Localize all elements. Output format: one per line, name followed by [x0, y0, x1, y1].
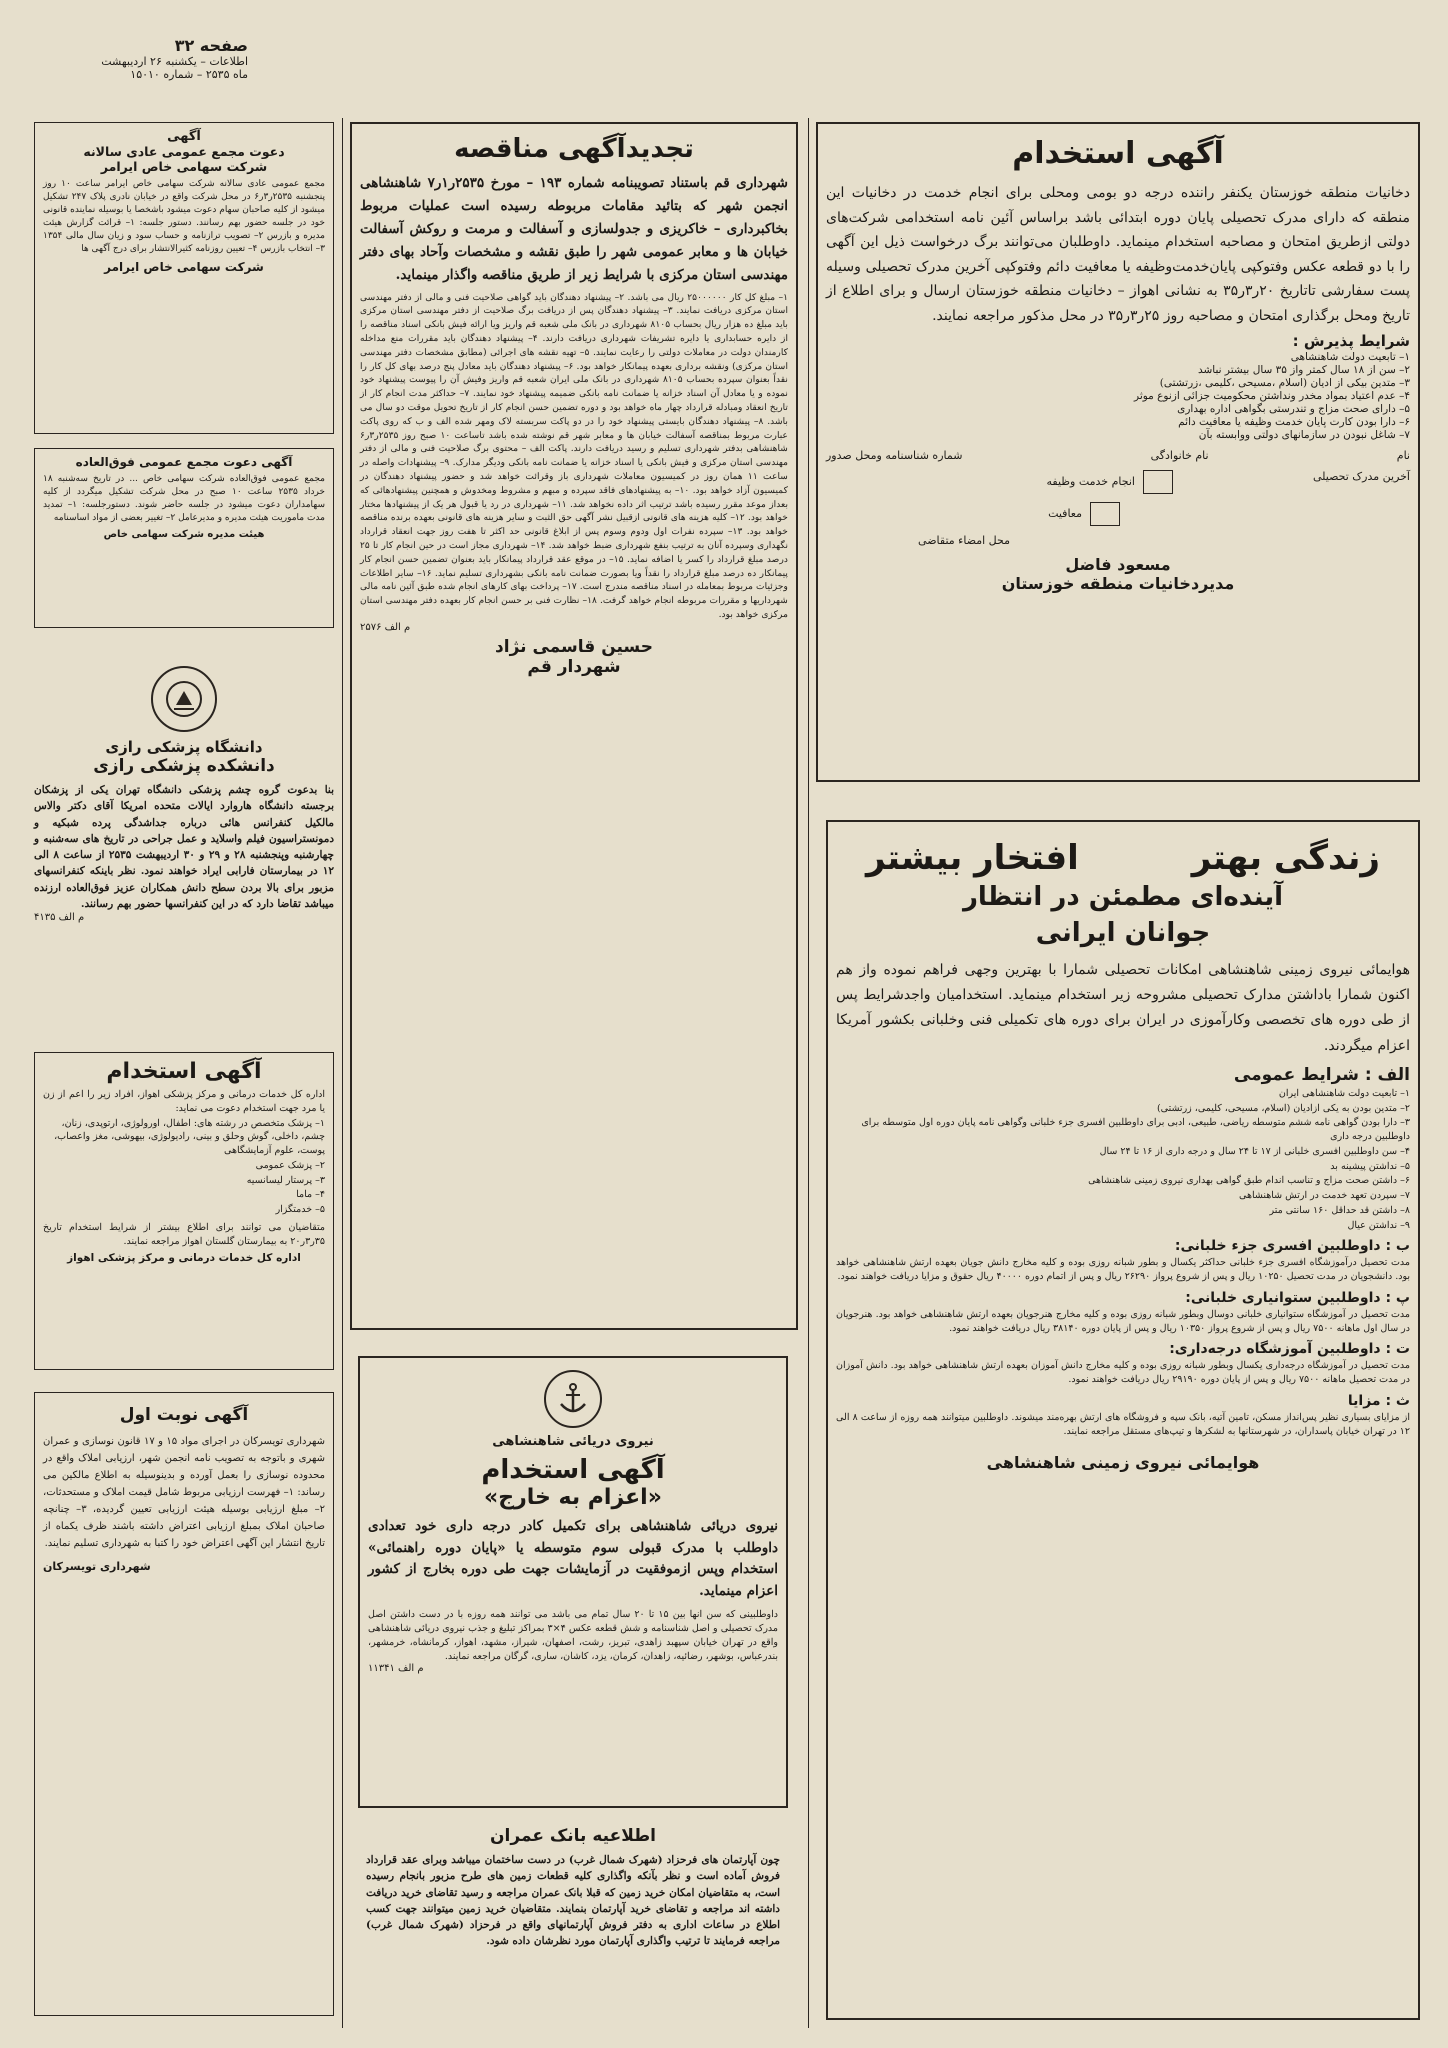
section-t-title: ت : داوطلبین آموزشگاه درجه‌داری:: [1169, 1341, 1410, 1358]
section-a-item: ۶– داشتن صحت مزاج و تناسب اندام طبق گواهی بهداری نیروی زمینی شاهنشاهی: [1088, 1175, 1410, 1187]
tender-title: تجدیدآگهی مناقصه: [454, 134, 694, 164]
condition-item: ۲– سن از ۱۸ سال کمتر واز ۳۵ سال بیشتر نباشد: [1198, 364, 1410, 376]
condition-item: ۱– تابعیت دولت شاهنشاهی: [1290, 351, 1410, 363]
hiring-body: دخانیات منطقه خوزستان یکنفر راننده درجه دو بومی ومحلی برای انجام خدمت در دخانیات این منطقه که دارای مدرک تحصیلی پایان دوره ابتدائی باشد براساس آئین نامه استخدامی شرکت‌های دولتی ازطریق امتحان و مصاحبه استخدام مینماید. داوطلبان می‌توانند برگ درخواست ذیل این آگهی را با دو قطعه عکس وفتوکپی پایان‌خدمت‌وظیفه یا معافیت دائم وفتوکپی آخرین مدرک تحصیلی وسیله پست سفارشی تاتاریخ ۲۰ر۳ر۳۵ به نشانی اهواز – دخانیات منطقه خوزستان ارسال و برای اطلاع از تاریخ ومحل برگذاری امتحان و مصاحبه روز ۲۵ر۳ر۳۵ در محل مذکور مراجعه نمایند.: [826, 185, 1410, 324]
meeting-company: شرکت سهامی خاص ایرامر: [100, 159, 268, 174]
meeting-title: دعوت مجمع عمومی عادی سالانه: [83, 144, 285, 159]
section-a-item: ۱– تابعیت دولت شاهنشاهی ایران: [1278, 1087, 1410, 1099]
form-name-label: نام: [1396, 449, 1410, 462]
meeting2-title: آگهی دعوت مجمع عمومی فوق‌العاده: [75, 455, 293, 469]
university-emblem-icon: [151, 666, 217, 732]
subtitle-future: آینده‌ای مطمئن در انتظار: [962, 882, 1284, 912]
navy-lead: نیروی دریائی شاهنشاهی برای تکمیل کادر درجه داری خود تعدادی داوطلب با مدرک قبولی سوم متوسطه یا «پایان دوره راهنمائی» استخدام وپس ازموفقیت در آزمایشات جهت طی دوره بخارج از کشور اعزام مینماید.: [368, 1518, 778, 1599]
health-hiring-item: ۴– ماما: [296, 1189, 325, 1201]
navy-ref: م الف ۱۱۳۴۱: [368, 1663, 424, 1675]
health-hiring-body: متقاضیان می توانند برای اطلاع بیشتر از شرایط استخدام تاریخ ۳۵ر۳ر۲۰ به بیمارستان گلستان اهواز مراجعه نمایند.: [43, 1221, 325, 1247]
navy-org: نیروی دریائی شاهنشاهی: [492, 1434, 654, 1449]
tender-intro: شهرداری قم باستناد تصویبنامه شماره ۱۹۳ – مورخ ۲۵۳۵ر۱ر۷ شاهنشاهی انجمن شهر که بتائید مقامات مربوطه رسیده است عملیات مربوط بخاکبرداری – خاکریزی و جدولسازی و آسفالت و مرمت و روکش آسفالت خیابان ها و معابر عمومی شهر را طبق نقشه و مشخصات وآحاد بهای دفتر مهندسی استان مرکزی با شرایط زیر از طریق مناقصه واگذار مینماید.: [360, 175, 788, 283]
airforce-footer: هوایمائی نیروی زمینی شاهنشاهی: [986, 1452, 1260, 1472]
column-rule: [808, 118, 809, 2028]
tender-ref: م الف ۲۵۷۶: [360, 621, 411, 633]
slogan-left: افتخار بیشتر: [866, 838, 1079, 878]
first-notice-ad: [34, 1392, 334, 2016]
condition-item: ۵– دارای صحت مزاج و تندرستی بگواهی اداره بهداری: [1177, 403, 1410, 415]
navy-body: داوطلبینی که سن انها بین ۱۵ تا ۲۰ سال تمام می باشد می توانند همه روزه با در دست داشتن اصل مدرک تحصیلی و اصل شناسنامه و شش قطعه عکس ۴×۳ بمراکز تبلیغ و جذب نیروی دریائی شاهنشاهی واقع در تهران خیابان سپهبد زاهدی، تبریز، رشت، اصفهان، شیراز، مشهد، اهواز، کرمانشاه، خرمشهر، بندرعباس، بوشهر، رضائیه، زاهدان، کرمان، یزد، کاشان، ساری، گرگان مراجعه نمایند.: [368, 1609, 779, 1662]
bank-body: چون آپارتمان های فرحزاد (شهرک شمال غرب) در دست ساختمان میباشد وبرای عقد قرارداد فروش آماده است و نظر بآنکه واگذاری کلیه قطعات زمین های طرح مزبور بانجام رسیده است، به متقاضیان امکان خرید زمین که قبلا بانک عمران مراجعه و رسید تقاضای خرید دریافت داشته اند مراجعه و تقاضای خرید آپارتمان بنمایند. متقاضیان خرید زمین میتوانند جهت کسب اطلاع در ساعات اداری به دفتر فروش آپارتمانهای واقع در فرحزاد (شهرک شمال غرب) مراجعه فرمایند تا ترتیب واگذاری آپارتمان مورد نظرشان داده شود.: [366, 1854, 780, 1948]
section-a-list: [836, 1087, 1410, 1233]
issue-number: ماه ۲۵۳۵ – شماره ۱۵۰۱۰: [130, 68, 248, 81]
hiring-ad-tobacco: [816, 122, 1420, 782]
condition-item: ۳– متدین بیکی از ادیان (اسلام ،مسیحی ،کلیمی ،زرتشتی): [1159, 377, 1410, 389]
tender-signer-title: شهردار قم: [527, 656, 621, 677]
extraordinary-meeting-ad: [34, 448, 334, 628]
meeting-body: مجمع عمومی عادی سالانه شرکت سهامی خاص ایرامر ساعت ۱۰ روز پنجشنبه ۲۵۳۵ر۳ر۶ در محل شرکت واقع در خیابان نادری پلاک ۲۴۷ تشکیل میشود از کلیه صاحبان سهام دعوت میشود باشخصا یا بوسیله نماینده قانونی خود در جلسه حضور بهم رسانند. دستور جلسه: ۱– قرائت گزارش هیئت مدیره و بازرس ۲– تصویب ترازنامه و حساب سود و زیان سال مالی ۱۳۵۴ ۳– انتخاب بازرس ۴– تعیین روزنامه کثیرالانتشار برای درج آگهی ها: [43, 179, 325, 255]
service-checkbox: [1143, 470, 1173, 494]
section-a-item: ۹– نداشتن عیال: [1347, 1219, 1410, 1231]
faculty-title: دانشکده پزشکی رازی: [93, 756, 275, 776]
page-number: صفحه ۳۲: [174, 36, 248, 55]
meeting-label: آگهی: [167, 129, 201, 144]
condition-item: ۷– شاغل نبودن در سازمانهای دولتی ووابسته بآن: [1198, 429, 1410, 441]
health-hiring-signer: اداره کل خدمات درمانی و مرکز پزشکی اهواز: [67, 1252, 301, 1265]
airforce-intro: هوایمائی نیروی زمینی شاهنشاهی امکانات تحصیلی شمارا با بهترین وجهی فراهم نموده واز هم اکنون شمارا باداشتن مدارک تحصیلی مشروحه زیر استخدام مینماید. استخدامیان واجدشرایط پس از طی دوره های تخصصی وکارآموزی در ایران برای دوره های تکمیلی فنی وخلبانی بکشور آمریکا اعزام میگردند.: [836, 962, 1410, 1054]
tender-signer-name: حسین قاسمی نژاد: [495, 636, 653, 657]
application-form: [826, 449, 1410, 547]
conditions-title: شرایط پذیرش :: [1292, 332, 1410, 350]
condition-item: ۶– دارا بودن کارت پایان خدمت وظیفه یا معافیت دائم: [1178, 416, 1410, 428]
general-meeting-ad: [34, 122, 334, 434]
university-ref: م الف ۴۱۳۵: [34, 912, 85, 924]
hiring-title: آگهی استخدام: [1012, 136, 1224, 171]
signer-name: مسعود فاضل: [1065, 555, 1171, 574]
tender-ad-qom: [350, 122, 798, 1330]
university-conference-ad: [34, 660, 334, 1040]
navy-subtitle: «اعزام به خارج»: [484, 1485, 662, 1510]
section-p-title: پ : داوطلبین ستوانیاری خلبانی:: [1185, 1289, 1410, 1306]
navy-title: آگهی استخدام: [481, 1455, 665, 1485]
exempt-checkbox: [1090, 502, 1120, 526]
university-title: دانشگاه پزشکی رازی: [105, 738, 263, 756]
airforce-recruitment-ad: [826, 820, 1420, 2020]
condition-item: ۴– عدم اعتیاد بمواد مخدر ونداشتن محکومیت جزائی ازنوع موثر: [1134, 390, 1410, 402]
section-a-title: الف : شرایط عمومی: [1233, 1064, 1410, 1085]
section-a-item: ۵– نداشتن پیشینه بد: [1330, 1160, 1410, 1172]
bank-omran-notice: [358, 1820, 788, 2020]
subtitle-youth: جوانان ایرانی: [1035, 918, 1211, 948]
university-body: بنا بدعوت گروه چشم پزشکی دانشگاه تهران یکی از پزشکان برجسته دانشگاه هاروارد ایالات متحده امریکا آقای دکتر والاس مالکیل کنفرانس هائی درباره جداشدگی پرده شبکیه و دمونستراسیون فیلم واسلاید و عمل جراحی در تاریخ های سه‌شنبه و چهارشنبه وپنجشنبه ۲۸ و ۲۹ و ۳۰ اردیبهشت ۲۵۳۵ از ساعت ۸ الی ۱۲ در بیمارستان فارابی ایراد خواهند نمود. نظر باینکه کنفرانسهای مزبور برای بالا بردن سطح دانش همکاران عزیز فوق‌العاده ارزنده میباشد تقاضا دارد که در این کنفرانسها حضور بهم رسانند.: [34, 784, 334, 910]
health-hiring-item: ۱– پزشک متخصص در رشته های: اطفال، اورولوژی، ارتوپدی، زنان، چشم، داخلی، گوش وحلق و بینی، رادیولوژی، بیهوشی، مغز واعصاب، پوست، علوم آزمایشگاهی: [54, 1117, 325, 1157]
meeting2-signer: هیئت مدیره شرکت سهامی خاص: [103, 529, 265, 541]
section-t-body: مدت تحصیل در آموزشگاه درجه‌داری یکسال وبطور شبانه روزی بوده و کلیه مخارج دانش آموزان بعهده ارتش شاهنشاهی خواهد بود. دانش آموزان در مدت تحصیل ماهانه ۷۵۰۰ ریال و پس از پایان دوره ۲۹۱۹۰ ریال دریافت خواهند نمود.: [836, 1360, 1410, 1386]
section-a-item: ۳– دارا بودن گواهی نامه ششم متوسطه ریاضی، طبیعی، ادبی برای داوطلبین افسری جزء خلبانی وگواهی نامه پایان دوره اول متوسطه برای داوطلبین درجه داری: [861, 1117, 1410, 1143]
navy-hiring-ad: [358, 1356, 788, 1808]
paper-date: اطلاعات – یکشنبه ۲۶ اردیبهشت: [101, 55, 248, 68]
health-hiring-item: ۲– پزشک عمومی: [255, 1159, 325, 1171]
tender-clauses: ۱– مبلغ کل کار ۲۵۰۰۰۰۰۰ ریال می باشد. ۲– پیشنهاد دهندگان باید گواهی صلاحیت فنی و مالی از دفتر مهندسی استان مرکزی دریافت نمایند. ۳– پیشنهاد دهندگان پس از دریافت برگ صلاحیت از دفتر مهندسی استان مرکزی باید مبلغ ده هزار ریال بحساب ۸۱۰۵ شهرداری در بانک ملی شعبه قم واریز ویا ارائه فیش بانکی اسناد مناقصه را از دایره حسابداری یا دایره تشریفات شهرداری دریافت دارند. ۴– پیشنهاد دهندگان باید مقررات منع مداخله کارمندان دولت در معاملات دولتی را رعایت نمایند. ۵– تهیه نقشه های اجرائی (مطابق مشخصات دفتر مهندسی استان مرکزی) ونقشه برداری بعهده پیمانکار خواهد بود. ۶– پیشنهاد دهندگان باید معادل پنج درصد بهای کل کار را نقداً بعنوان سپرده بحساب ۸۱۰۵ شهرداری در بانک ملی ایران شعبه قم واریز وفیش آن را پیوست پیشنهاد خود نموده و یا معادل آن اسناد خزانه یا ضمانت نامه بانکی ضمیمه پیشنهاد خود نمایند. ۷– حداکثر مدت انجام کار از تاریخ انعقاد ومبادله قرارداد چهار ماه خواهد بود و دوره تضمین حسن انجام کار از تاریخ تحویل موقت دو سال می باشد. ۸– پیشنهاد دهندگان بایستی پیشنهاد خود را در دو پاکت سربسته لاک ومهر شده الف و ب که روی پاکت عبارت مربوط بمناقصه آسفالت خیابان ها و معابر شهر قم نوشته شده باشد تاساعت ۱۰ صبح روز ۲۵۳۵ر۳ر۶ شاهنشاهی بدفتر شهرداری تسلیم و رسید دریافت دارند. پاکت الف – محتوی برگ صلاحیت فنی و مالی از دفتر مهندسی استان مرکزی و فیش بانکی یا اسناد خزانه یا ضمانت نامه بانکی ودیگر مدارک. ۹– پیشنهادات واصله در ساعت ۱۱ همان روز در کمیسیون معاملات شهرداری باز وقرائت خواهد شد و حضور پیشنهاد دهندگان در کمیسیون آزاد خواهد بود. ۱۰– به پیشنهادهای فاقد سپرده و مبهم و مشروط ومخدوش و همچنین پیشنهادهائی که بعداز موعد مقرر رسیده باشد ترتیب اثر داده نخواهد شد. ۱۱– شهرداری در رد یا قبول هر یک از پیشنهادها مختار خواهد بود. ۱۲– کلیه هزینه های قانونی ازقبیل نشر آگهی حق الثبت و سایر هزینه های قانونی بعهده برنده مناقصه خواهد بود. ۱۳– سپرده نفرات اول ودوم وسوم پس از ابلاغ قانونی حد اکثر تا هفت روز جهت انعقاد قرارداد نگهداری وسپرده آنان به ترتیب بنفع شهرداری ضبط خواهد شد. ۱۴– شهرداری مجاز است در حین انجام کار تا ۲۵ درصد مبلغ قرارداد را کسر یا اضافه نماید. ۱۵– در موقع عقد قرارداد پیمانکار باید بعنوان تضمین حسن انجام کار پیمانکار ده درصد مبلغ قرارداد را نقداً ویا بصورت ضمانت نامه بانکی بشهرداری تسلیم نماید. ۱۶– سایر اطلاعات وجزئیات مربوط بمعامله در اسناد مناقصه مندرج است. ۱۷– پرداخت بهای کارهای انجام شده طبق آئین نامه مالی شهرداریها و مقررات مربوطه انجام خواهد گرفت. ۱۸– نظارت فنی بر حسن انجام کار بعهده دفتر مهندسی استان مرکزی خواهد بود.: [360, 291, 789, 621]
column-rule: [342, 118, 343, 2028]
navy-anchor-icon: [544, 1370, 602, 1428]
section-a-item: ۴– سن داوطلبین افسری خلبانی از ۱۷ تا ۲۴ سال و درجه داری از ۱۶ تا ۲۴ سال: [1099, 1145, 1410, 1157]
health-hiring-title: آگهی استخدام: [106, 1059, 262, 1084]
section-p-body: مدت تحصیل در آموزشگاه ستوانیاری خلبانی دوسال وبطور شبانه روزی بوده و کلیه مخارج هنرجویان بعهده ارتش شاهنشاهی خواهد بود. هنرجویان در سال اول ماهانه ۷۵۰۰ ریال و پس از شروع پرواز ۱۰۳۵۰ ریال و پس از پایان دوره ۳۸۱۴۰ ریال دریافت خواهند نمود.: [836, 1308, 1410, 1334]
notice-signer: شهرداری تویسرکان: [43, 1560, 151, 1573]
form-signature-label: محل امضاء متقاضی: [918, 534, 1010, 547]
meeting2-body: مجمع عمومی فوق‌العاده شرکت سهامی خاص ... در تاریخ سه‌شنبه ۱۸ خرداد ۲۵۳۵ ساعت ۱۰ صبح در محل شرکت تشکیل میگردد از کلیه سهامداران دعوت میشود در جلسه حاضر شوند. دستورجلسه: ۱– تمدید مدت ماموریت هیئت مدیره و مدیرعامل ۲– تغییر بعضی از مواد اساسنامه: [43, 474, 325, 524]
form-id-label: شماره شناسنامه ومحل صدور: [826, 449, 963, 462]
conditions-list: [826, 351, 1410, 441]
notice-title: آگهی نوبت اول: [119, 1405, 249, 1425]
health-hiring-intro: اداره کل خدمات درمانی و مرکز پزشکی اهواز، افراد زیر را اعم از زن یا مرد جهت استخدام دعوت می نماید:: [43, 1089, 325, 1114]
signer-title: مدیردخانیات منطقه خوزستان: [1001, 574, 1235, 593]
section-a-item: ۲– متدین بودن به یکی ازادیان (اسلام، مسیحی، کلیمی، زرتشتی): [1156, 1102, 1410, 1114]
health-hiring-item: ۳– پرستار لیسانسیه: [246, 1174, 325, 1186]
health-hiring-item: ۵– خدمتگزار: [275, 1204, 325, 1216]
meeting-signer: شرکت سهامی خاص ایرامر: [104, 260, 264, 275]
health-hiring-list: [43, 1117, 325, 1217]
section-th-title: ث : مزایا: [1347, 1393, 1410, 1409]
section-b-body: مدت تحصیل درآموزشگاه افسری جزء خلبانی حداکثر یکسال و بطور شبانه روزی بوده و کلیه مخارج دانش جویان بعهده ارتش شاهنشاهی خواهد بود. دانشجویان در مدت تحصیل ۱۰۲۵۰ ریال و پس از شروع پرواز ۲۶۲۹۰ ریال و پس از اتمام دوره ۴۰۰۰۰ ریال حقوق و مزایا دریافت خواهند نمود.: [836, 1257, 1410, 1283]
section-a-item: ۷– سپردن تعهد خدمت در ارتش شاهنشاهی: [1239, 1190, 1410, 1202]
health-hiring-ad: [34, 1052, 334, 1370]
notice-body: شهرداری تویسرکان در اجرای مواد ۱۵ و ۱۷ قانون نوسازی و عمران شهری و باتوجه به تصویب نامه انجمن شهر، ارزیابی املاک واقع در محدوده نوسازی را بعمل آورده و بدینوسیله به اطلاع مالکین می رساند: ۱– فهرست ارزیابی مربوط شامل قیمت املاک و مستحدثات، ۲– مبلغ ارزیابی بوسیله هیئت ارزیابی تعیین گردیده، ۳– چنانچه صاحبان املاک بمبلغ ارزیابی اعتراض داشته باشند ظرف یکماه از تاریخ انتشار این آگهی اعتراض خود را کتبا به شهرداری تسلیم نمایند.: [43, 1436, 325, 1549]
form-service-label: انجام خدمت وظیفه: [1046, 475, 1135, 488]
form-degree-label: آخرین مدرک تحصیلی: [1312, 470, 1410, 483]
form-exempt-label: معافیت: [1048, 507, 1082, 520]
form-family-label: نام خانوادگی: [1150, 449, 1209, 462]
bank-title: اطلاعیه بانک عمران: [490, 1826, 656, 1846]
section-th-body: از مزایای بسیاری نظیر پس‌انداز مسکن، تامین آتیه، بانک سپه و فروشگاه های ارتش بهره‌مند میشوند. داوطلبین میتوانند همه روزه از ساعت ۸ الی ۱۲ در تهران خیابان پاسداران، در شهرستانها به لشکرها و تیپ‌های مستقل مراجعه نمایند.: [836, 1412, 1410, 1437]
slogan-right: زندگی بهتر: [1191, 838, 1380, 878]
masthead: [28, 36, 248, 81]
section-b-title: ب : داوطلبین افسری جزء خلبانی:: [1174, 1238, 1410, 1255]
section-a-item: ۸– داشتن قد حداقل ۱۶۰ سانتی متر: [1269, 1204, 1410, 1216]
